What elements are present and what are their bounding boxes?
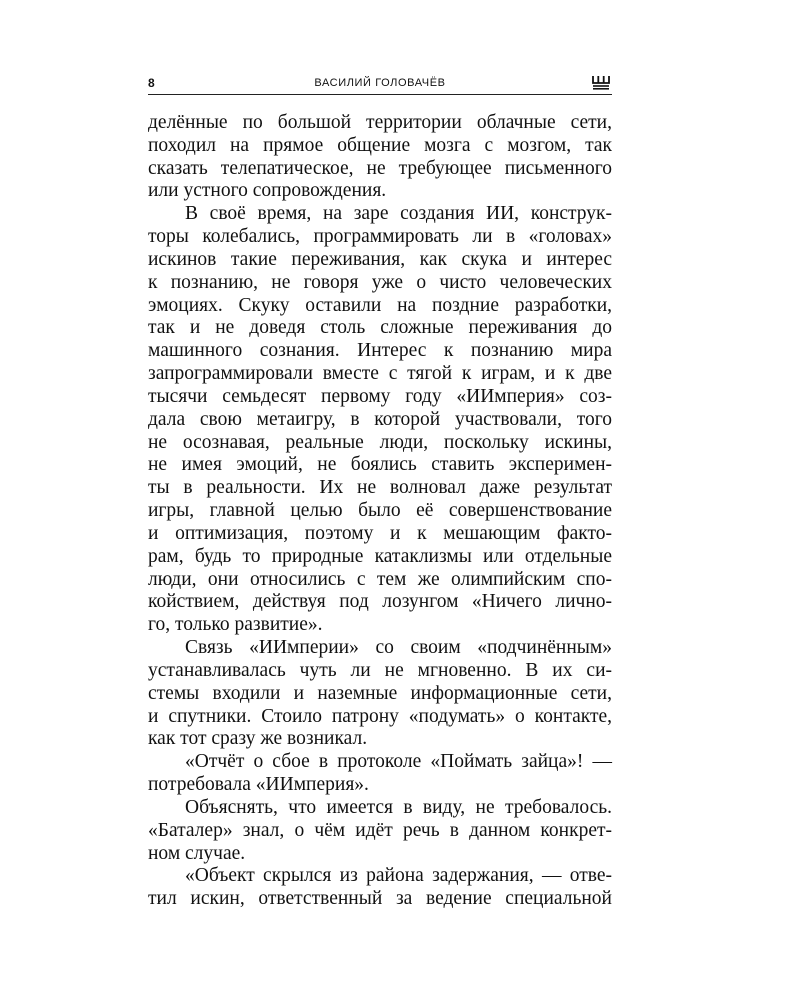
text-line: рам, будь то природные катаклизмы или отдельные — [148, 545, 612, 567]
text-line: игры, главной целью было её совершенствование — [148, 500, 612, 522]
text-line: устанавливалась чуть ли не мгновенно. В их си- — [148, 659, 612, 681]
text-line: не имея эмоций, не боялись ставить эксперимен- — [148, 454, 612, 476]
text-line: машинного сознания. Интерес к познанию мира — [148, 340, 612, 362]
text-line: так и не доведя столь сложные переживания до — [148, 317, 612, 339]
text-line: или устного сопровождения. — [148, 180, 387, 202]
text-line: тысячи семьдесят первому году «ИИмперия» соз- — [148, 385, 612, 407]
text-line: «Отчёт о сбое в протоколе «Поймать зайца»! — — [185, 751, 612, 773]
text-line: «Объект скрылся из района задержания, — отве- — [185, 865, 612, 887]
text-line: стемы входили и наземные информационные сети, — [148, 682, 612, 704]
text-line: к познанию, не говоря уже о чисто человеческих — [148, 271, 612, 293]
text-line: Связь «ИИмперии» со своим «подчинённым» — [185, 637, 612, 659]
text-line: не осознавая, реальные люди, поскольку искины, — [148, 431, 612, 453]
page-header — [148, 74, 612, 95]
text-line: ты в реальности. Их не волновал даже результат — [148, 477, 612, 499]
running-head-author: ВАСИЛИЙ ГОЛОВАЧЁВ — [314, 77, 446, 89]
text-line: запрограммировали вместе с тягой к играм, и к две — [148, 363, 612, 385]
text-line: искинов такие переживания, как скука и интерес — [148, 248, 612, 270]
text-line: торы колебались, программировать ли в «головах» — [148, 226, 612, 248]
text-line: и спутники. Стоило патрону «подумать» о контакте, — [148, 705, 612, 727]
text-line: «Баталер» знал, о чём идёт речь в данном конкрет- — [148, 819, 612, 841]
text-line: как тот сразу же возникал. — [148, 728, 368, 750]
text-line: дала свою метаигру, в которой участвовали, того — [148, 408, 612, 430]
text-line: В своё время, на заре создания ИИ, конструк- — [185, 203, 612, 225]
text-line: койствием, действуя под лозунгом «Ничего лично- — [148, 591, 612, 613]
text-line: тил искин, ответственный за ведение специальной — [148, 888, 612, 910]
text-line: люди, они относились с тем же олимпийским спо- — [148, 568, 612, 590]
text-line: и оптимизация, поэтому и к мешающим факто- — [148, 522, 612, 544]
publisher-logo-icon — [592, 75, 610, 90]
text-line: сказать телепатическое, не требующее письменного — [148, 157, 612, 179]
text-line: Объяснять, что имеется в виду, не требовалось. — [185, 796, 612, 818]
text-line: ном случае. — [148, 842, 246, 864]
text-line: делённые по большой территории облачные сети, — [148, 112, 612, 133]
body-text — [148, 112, 612, 911]
text-line: эмоциях. Скуку оставили на поздние разработки, — [148, 294, 612, 316]
text-line: потребовала «ИИмперия». — [148, 774, 369, 796]
text-line: го, только развитие». — [148, 614, 323, 636]
page-number: 8 — [148, 76, 155, 90]
text-line: походил на прямое общение мозга с мозгом, так — [148, 134, 612, 156]
